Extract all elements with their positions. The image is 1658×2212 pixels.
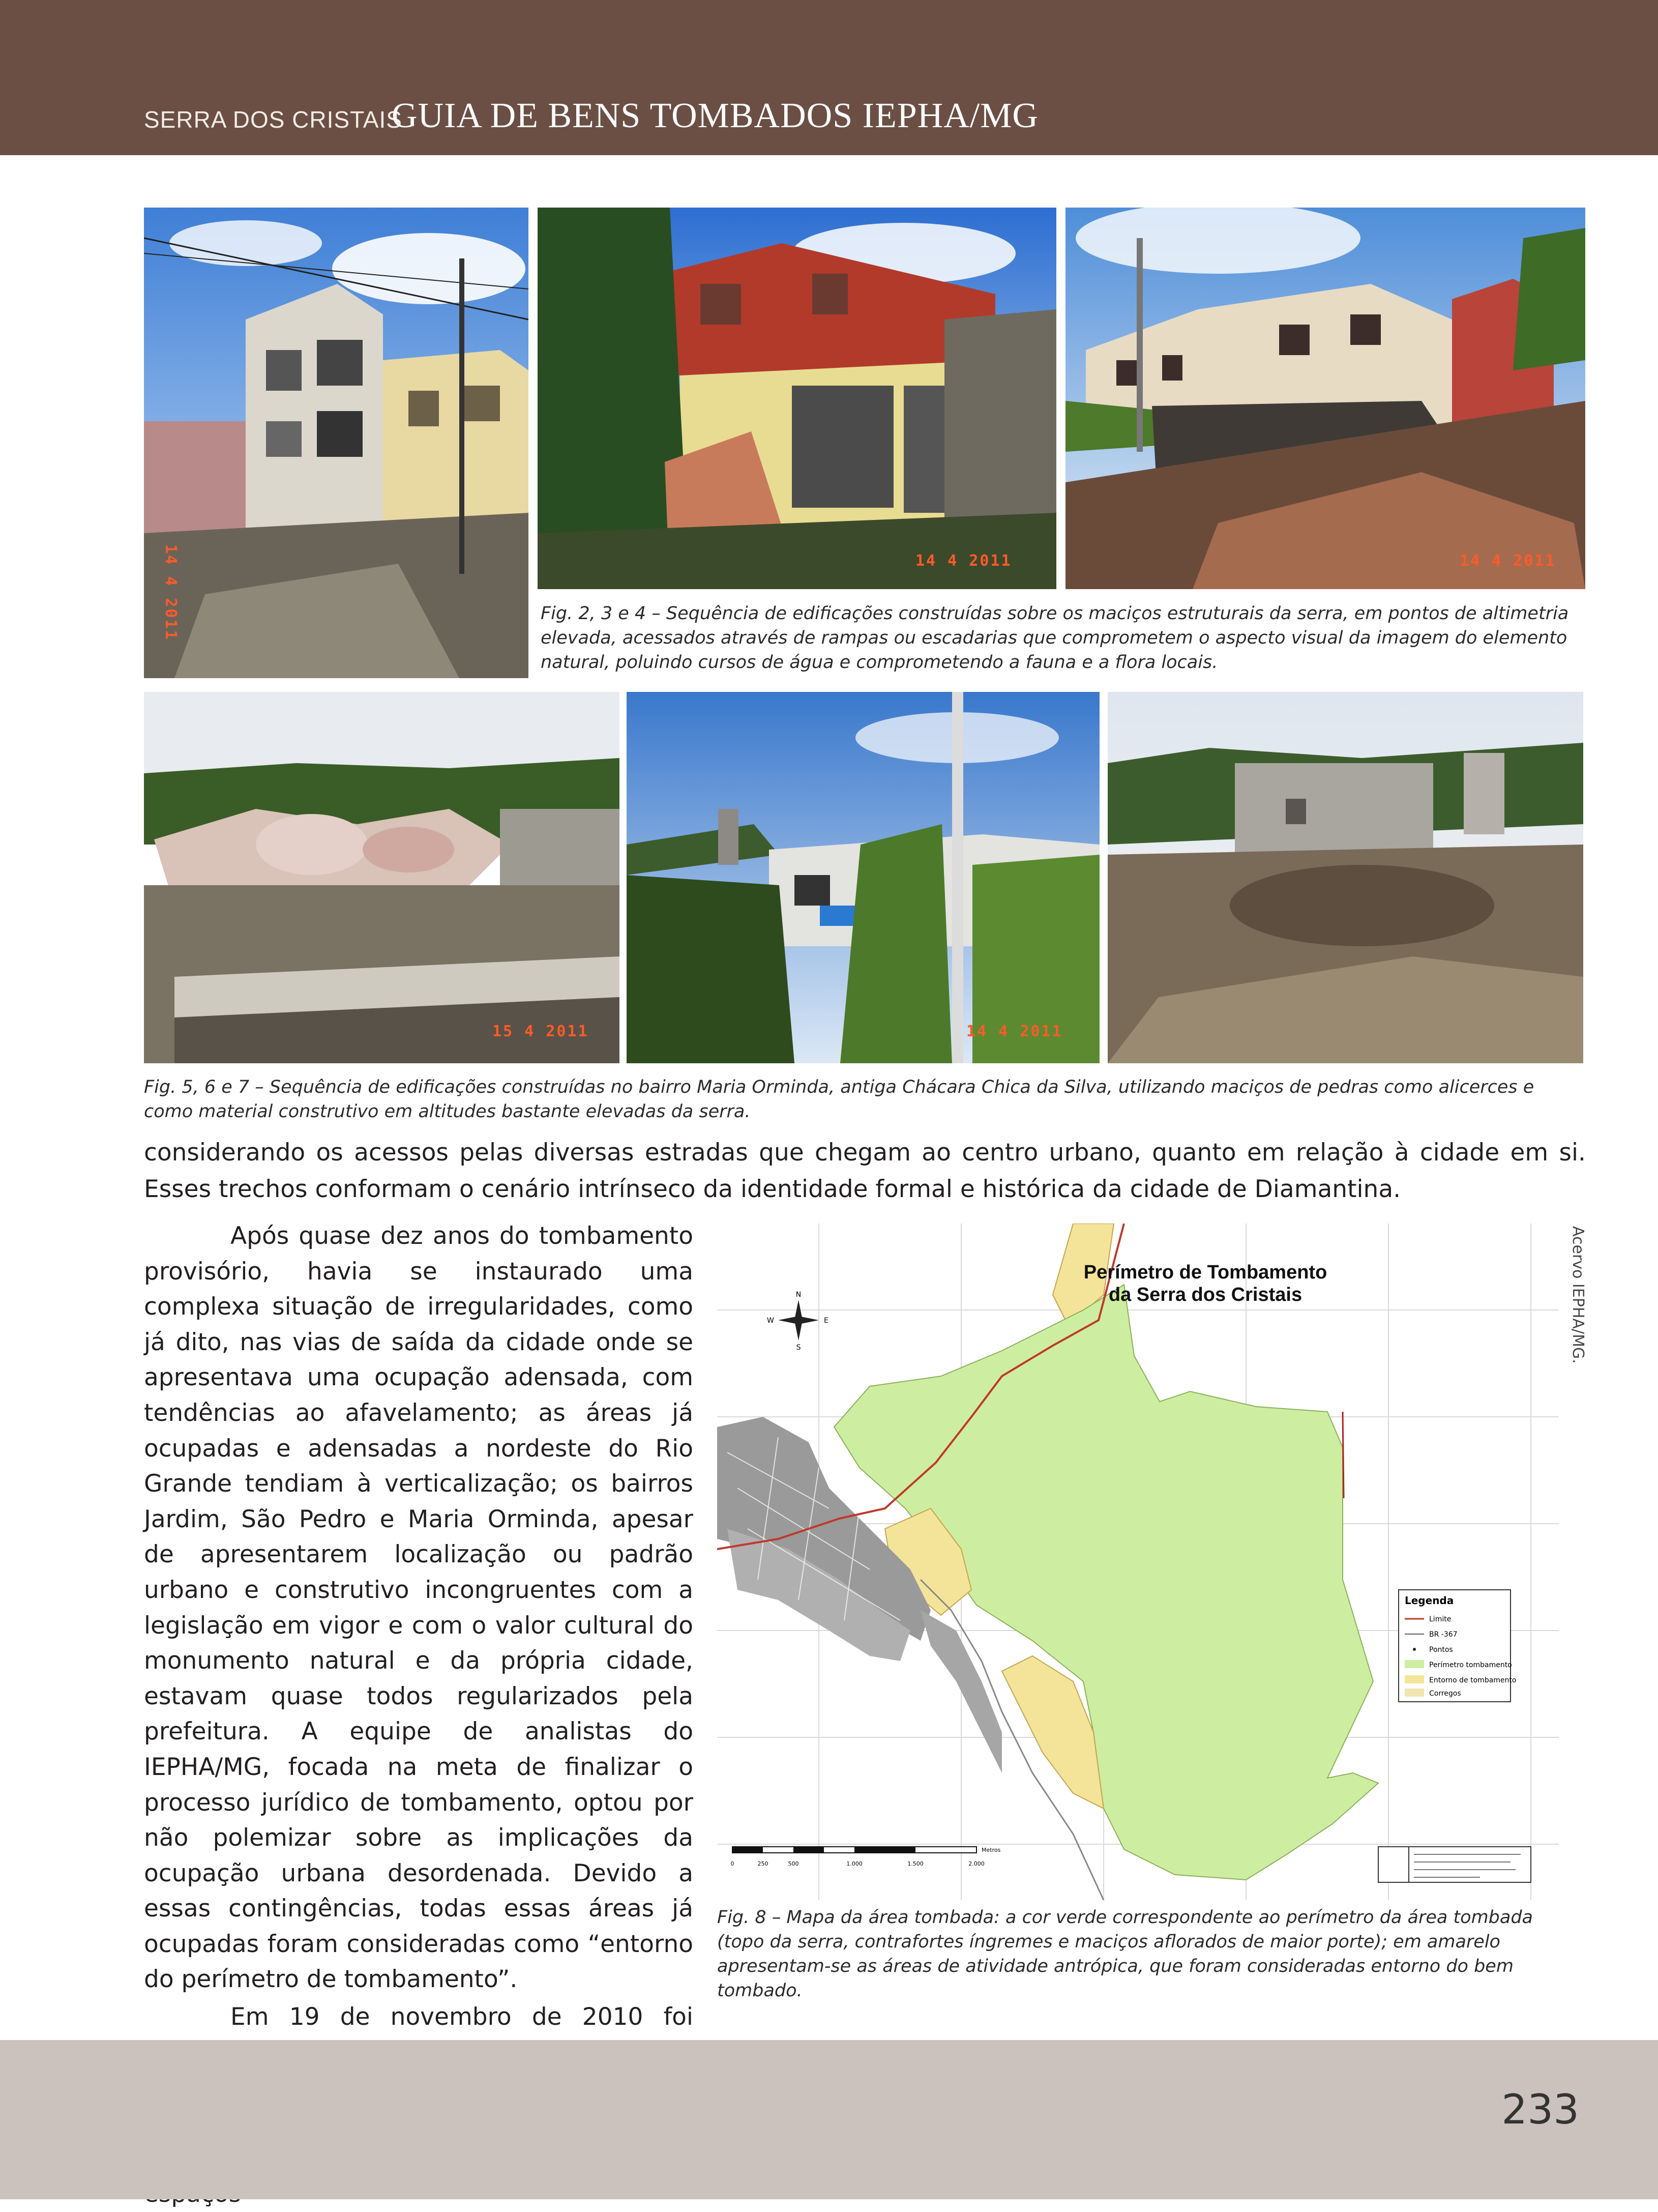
publication-title: GUIA DE BENS TOMBADOS IEPHA/MG [392,96,1039,135]
figure-caption-8: Fig. 8 – Mapa da área tombada: a cor verde correspondente ao perímetro da área tombada (topo da serra, contrafortes íngremes e maciços aflorados de maior porte); em amarelo apresentam-se as áreas de atividade antrópica, que foram consideradas entorno do bem tombado. [717,1907,1533,2001]
compass-west-label: W [767,1317,774,1325]
photo-fig2 [144,208,528,678]
date-stamp: 15 4 2011 [492,1023,589,1040]
svg-text:1.000: 1.000 [846,1860,863,1867]
photo-fig4 [1065,208,1585,589]
legend-item: BR -367 [1429,1631,1458,1639]
compass-north-label: N [795,1291,802,1299]
legend-item: Limite [1429,1615,1452,1623]
legend-item: Pontos [1429,1646,1453,1654]
section-kicker: SERRA DOS CRISTAIS [144,106,402,133]
page-footer [0,2040,1658,2199]
svg-text:Metros: Metros [982,1847,1001,1853]
tombamento-map [717,1224,1559,1900]
page-header [0,0,1658,155]
legend-item: Entorno de tombamento [1429,1676,1517,1684]
legend-item: Perímetro tombamento [1429,1661,1512,1669]
svg-text:0: 0 [730,1860,734,1867]
legend-item: Corregos [1429,1690,1461,1698]
figure-caption-2-4: Fig. 2, 3 e 4 – Sequência de edificações construídas sobre os maciços estruturais da serra, em pontos de altimetria elevada, acessados através de rampas ou escadarias que comprometem o aspecto visual da imagem do elemento natural, poluindo cursos de água e comprometendo a fauna e a flora locais. [541,603,1569,673]
map-title: da Serra dos Cristais [1108,1284,1302,1305]
image-credit: Acervo IEPHA/MG. [1569,1226,1587,1364]
date-stamp: 14 4 2011 [915,552,1012,570]
body-continuation: considerando os acessos pelas diversas estradas que chegam ao centro urbano, quanto em relação à cidade em si. Esses trechos conformam o cenário intrínseco da identidade formal e histórica da cidade de Diamantina. [144,1139,1586,1203]
svg-text:1.500: 1.500 [907,1860,924,1867]
date-stamp: 14 4 2011 [162,544,180,641]
photo-fig7 [1108,692,1583,1063]
page-number: 233 [1501,2086,1579,2133]
figure-caption-5-7: Fig. 5, 6 e 7 – Sequência de edificações construídas no bairro Maria Orminda, antiga Chácara Chica da Silva, utilizando maciços de pedras como alicerces e como material construtivo em altitudes bastante elevadas da serra. [144,1077,1534,1122]
photo-fig5 [144,692,619,1063]
body-paragraph: Após quase dez anos do tombamento provisório, havia se instaurado uma complexa situação de irregularidades, como já dito, nas vias de saída da cidade onde se apresentava uma ocupação adensada, com tendências ao afavelamento; as áreas já ocupadas e adensadas a nordeste do Rio Grande tendiam à verticalização; os bairros Jardim, São Pedro e Maria Orminda, apesar de apresentarem localização ou padrão urbano e construtivo incongruentes com a legislação em vigor e com o valor cultural do monumento natural e da própria cidade, estavam quase todos regularizados pela prefeitura. A equipe de analistas do IEPHA/MG, focada na meta de finalizar o processo jurídico de tombamento, optou por não polemizar sobre as implicações da ocupação urbana desordenada. Devido a essas contingências, todas essas áreas já ocupadas foram consideradas como “entorno do perímetro de tombamento”. [144,1222,693,1994]
photo-fig6 [627,692,1100,1063]
date-stamp: 14 4 2011 [966,1023,1063,1040]
svg-text:500: 500 [788,1860,799,1867]
date-stamp: 14 4 2011 [1460,552,1556,570]
map-title: Perímetro de Tombamento [1083,1262,1327,1283]
body-paragraph: Em 19 de novembro de 2010 foi [230,2003,693,2031]
svg-text:250: 250 [757,1860,768,1867]
svg-text:2.000: 2.000 [968,1860,985,1867]
map-legend [1399,1590,1516,1702]
photo-fig3 [538,208,1056,589]
compass-south-label: S [796,1344,801,1352]
legend-title: Legenda [1405,1594,1454,1607]
compass-east-label: E [824,1317,828,1325]
